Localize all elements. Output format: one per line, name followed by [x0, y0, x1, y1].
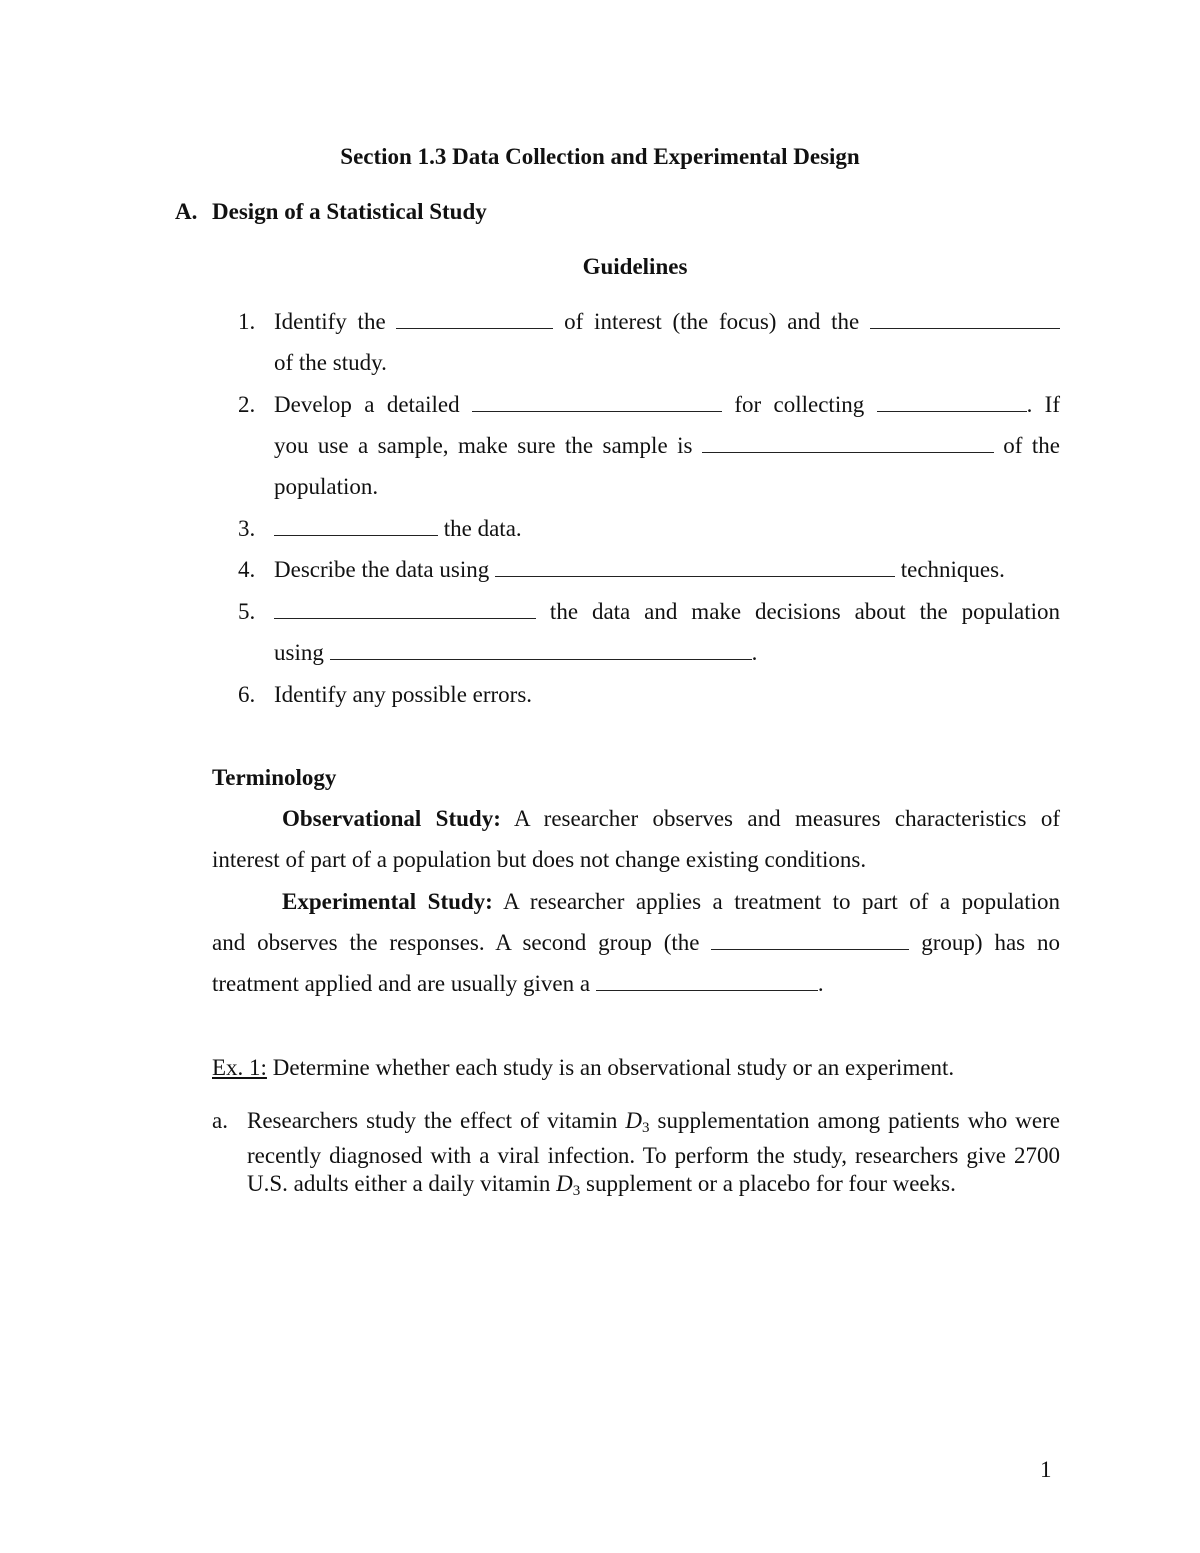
guideline-2-line-1 — [274, 384, 1060, 425]
guideline-3-line — [274, 508, 1060, 549]
vitamin-d-subscript: 3 — [642, 1120, 650, 1136]
experimental-study-line-1 — [212, 881, 1060, 922]
vitamin-d-subscript-2: 3 — [572, 1183, 581, 1199]
experimental-study-line-3 — [212, 963, 1060, 1004]
example-a-text-3: supplement or a placebo for four weeks. — [580, 1171, 956, 1196]
guideline-5-text-c: . — [751, 640, 758, 665]
guideline-2-text-c: . If — [1026, 392, 1061, 417]
guideline-number-4: 4. — [238, 557, 256, 582]
guideline-4-text-b: techniques. — [894, 557, 1005, 582]
section-a-label: Design of a Statistical Study — [212, 199, 487, 224]
blank-plan[interactable] — [472, 389, 722, 412]
guideline-number-5: 5. — [238, 599, 256, 624]
guideline-4-line — [274, 549, 1060, 590]
example-a-text-1: Researchers study the effect of vitamin — [247, 1108, 626, 1133]
vitamin-d-variable: D — [625, 1108, 643, 1133]
guideline-1-text-a: Identify the — [274, 309, 397, 334]
experimental-study-text-3: group) has no — [909, 930, 1060, 955]
guideline-4-text-a: Describe the data using — [274, 557, 495, 582]
experimental-study-line-2 — [212, 922, 1060, 963]
guideline-number-1: 1. — [238, 309, 256, 334]
guideline-number-3: 3. — [238, 516, 256, 541]
guideline-1-line-1 — [274, 301, 1060, 342]
guideline-2-text-b: for collecting — [722, 392, 877, 417]
observational-study-line-1 — [212, 798, 1060, 839]
guideline-3-text: the data. — [438, 516, 522, 541]
guideline-2-text-d: you use a sample, make sure the sample is — [274, 433, 702, 458]
example-a-text — [247, 1107, 1060, 1205]
experimental-study-text-2: and observes the responses. A second group (the — [212, 930, 712, 955]
blank-inferential[interactable] — [330, 637, 752, 660]
example-1-text: Determine whether each study is an observational study or an experiment. — [266, 1055, 955, 1080]
observational-study-text-1: A researcher observes and measures characteristics of — [500, 806, 1060, 831]
section-a-letter: A. — [175, 199, 198, 224]
guideline-2-line-2 — [274, 425, 1060, 466]
blank-population[interactable] — [870, 306, 1060, 329]
guideline-number-6: 6. — [238, 682, 256, 707]
example-a-letter: a. — [212, 1108, 228, 1133]
experimental-study-text-4: treatment applied and are usually given a — [212, 971, 596, 996]
vitamin-d-variable-2: D — [556, 1171, 573, 1196]
experimental-study-text-1: A researcher applies a treatment to part of a population — [492, 889, 1060, 914]
observational-study-label: Observational Study: — [282, 806, 501, 831]
example-1-label: Ex. 1: — [212, 1055, 267, 1080]
guideline-5-text-b: using — [274, 640, 330, 665]
guidelines-heading: Guidelines — [582, 254, 688, 279]
blank-variables[interactable] — [396, 306, 553, 329]
blank-control[interactable] — [711, 927, 909, 950]
guideline-5-text-a: the data and make decisions about the population — [536, 599, 1060, 624]
experimental-study-label: Experimental Study: — [282, 889, 493, 914]
guideline-5-line-2 — [274, 632, 1060, 673]
blank-placebo[interactable] — [596, 968, 818, 991]
blank-collect[interactable] — [274, 513, 438, 536]
page-number: 1 — [1040, 1457, 1052, 1482]
guideline-5-line-1 — [274, 591, 1060, 632]
blank-data[interactable] — [877, 389, 1027, 412]
guideline-number-2: 2. — [238, 392, 256, 417]
guideline-1-text-b: of interest (the focus) and the — [553, 309, 871, 334]
experimental-study-text-5: . — [817, 971, 824, 996]
observational-study-line-2: interest of part of a population but does not change existing conditions. — [212, 847, 867, 872]
blank-interpret[interactable] — [274, 596, 536, 619]
guideline-2-text-a: Develop a detailed — [274, 392, 472, 417]
guideline-6-line: Identify any possible errors. — [274, 682, 533, 707]
terminology-heading: Terminology — [212, 765, 337, 790]
guideline-1-line-2: of the study. — [274, 350, 387, 375]
blank-representative[interactable] — [702, 430, 994, 453]
guideline-2-line-3: population. — [274, 474, 379, 499]
example-a-text-2: supplementation among patients who were recently diagnosed with a viral infection. To perform the study, researchers give 2700 U.S. adults either a daily vitamin — [247, 1108, 1060, 1196]
section-a-heading — [175, 191, 487, 232]
guideline-2-text-e: of the — [993, 433, 1060, 458]
blank-descriptive[interactable] — [495, 554, 895, 577]
example-1-prompt — [212, 1047, 954, 1088]
page-title: Section 1.3 Data Collection and Experimental Design — [340, 144, 860, 169]
